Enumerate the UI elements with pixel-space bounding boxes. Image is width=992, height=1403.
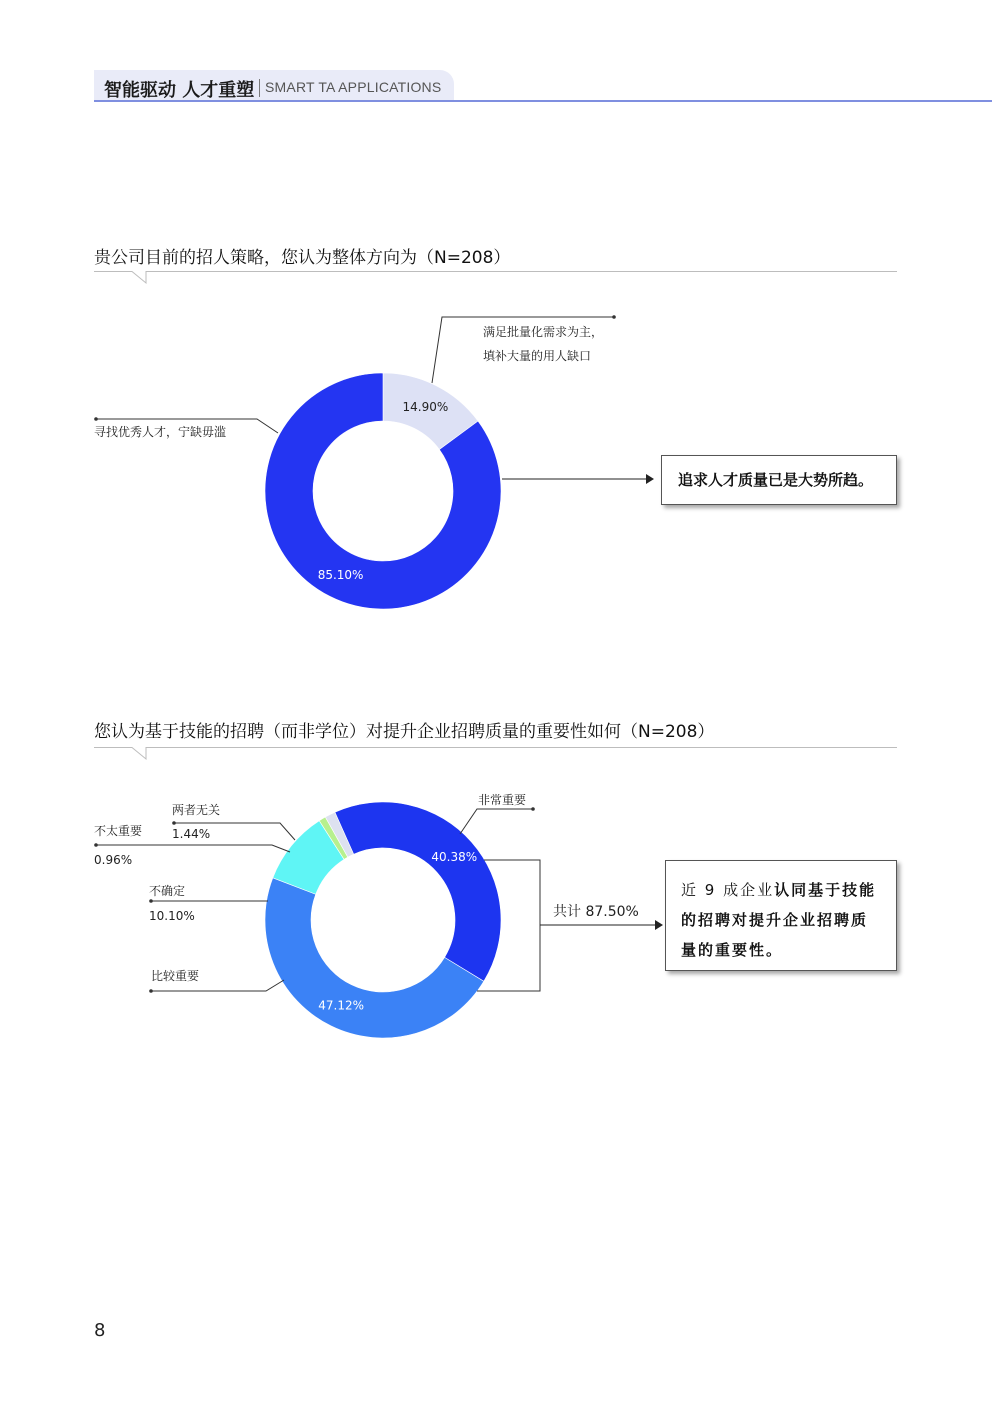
c1-value-label: 85.10% xyxy=(317,567,364,582)
c2-value-unsure: 10.10% xyxy=(149,909,195,923)
c2-label-important: 比较重要 xyxy=(151,969,200,983)
section2-divider xyxy=(0,744,992,764)
c2-label-very-important: 非常重要 xyxy=(478,793,527,807)
c2-label-unsure: 不确定 xyxy=(149,884,186,898)
c2-label-not-very: 不太重要 xyxy=(94,824,143,838)
c1-value-label: 14.90% xyxy=(402,400,449,415)
c2-value-label: 40.38% xyxy=(431,850,478,865)
callout2-normal-text: 近 9 成企业 xyxy=(681,881,775,899)
callout-skills-importance xyxy=(665,860,897,971)
c2-value-unrelated: 1.44% xyxy=(172,827,211,841)
callout-quality-trend: 追求人才质量已是大势所趋。 xyxy=(661,455,897,505)
header-title: 智能驱动 人才重塑 xyxy=(104,80,255,101)
c1-label-line2: 填补大量的用人缺口 xyxy=(483,349,592,363)
header-subtitle: SMART TA APPLICATIONS xyxy=(265,79,442,95)
c2-value-label: 47.12% xyxy=(318,998,365,1013)
c1-label-line3: 寻找优秀人才，宁缺毋滥 xyxy=(94,425,227,439)
section1-divider xyxy=(0,268,992,288)
c2-slice-very-important xyxy=(335,802,501,981)
c1-label-line1: 满足批量化需求为主， xyxy=(483,325,604,339)
c2-value-not-very: 0.96% xyxy=(94,853,133,867)
page-number: 8 xyxy=(94,1320,106,1341)
header-separator xyxy=(259,79,260,97)
callout2-bold-text: 认同基于技能的招聘对提升企业招聘质量的重要性。 xyxy=(681,881,877,959)
section1-title: 贵公司目前的招人策略，您认为整体方向为（N=208） xyxy=(94,248,511,268)
section2-title: 您认为基于技能的招聘（而非学位）对提升企业招聘质量的重要性如何（N=208） xyxy=(94,722,715,742)
c2-total-label: 共计 87.50% xyxy=(553,904,639,920)
c2-label-unrelated: 两者无关 xyxy=(172,803,221,817)
